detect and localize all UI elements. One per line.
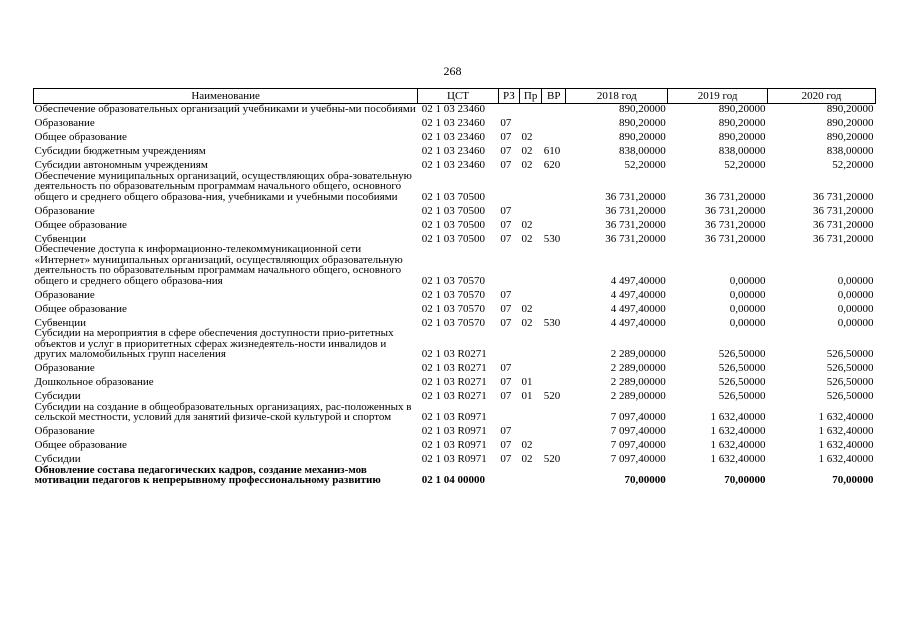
row-rz [498, 244, 519, 286]
table-row [34, 360, 876, 374]
row-2020: 0,00000 [837, 316, 874, 329]
row-name: Обновление состава педагогических кадров, создание механиз-мов мотивации педагогов к непрерывному профессиональному развитию [34, 463, 381, 486]
row-2018: 2 289,00000 [610, 376, 666, 388]
row-vr: 530 [543, 316, 561, 329]
row-cst: 02 1 03 70500 [421, 218, 485, 231]
row-2020: 890,20000 [826, 131, 874, 143]
row-name: Субвенции [34, 232, 87, 245]
row-rz [498, 104, 519, 115]
table-row [34, 328, 876, 360]
row-cst: 02 1 03 23460 [421, 131, 485, 143]
row-pr [520, 202, 542, 216]
row-cst: 02 1 03 70500 [421, 204, 485, 217]
row-name: Субсидии [34, 390, 81, 402]
row-2018: 4 497,40000 [610, 316, 666, 329]
row-2019: 1 632,40000 [710, 439, 766, 451]
row-cst: 02 1 03 R0971 [421, 425, 487, 437]
row-rz [498, 465, 519, 486]
row-rz: 07 [500, 302, 512, 315]
row-pr: 01 [521, 376, 533, 388]
row-name: Субсидии на создание в общеобразовательных организациях, рас-положенных в сельской местности, условий для занятий физиче-ской культурой и спортом [34, 400, 412, 423]
row-name: Обеспечение образовательных организаций учебниками и учебны-ми пособиями [34, 103, 416, 115]
row-2018: 36 731,20000 [605, 218, 666, 231]
row-rz [498, 171, 519, 203]
row-vr: 620 [543, 159, 561, 171]
row-name: Общее образование [34, 302, 127, 315]
row-2019: 0,00000 [729, 274, 766, 287]
header-vr: ВР [542, 89, 566, 104]
row-pr [520, 104, 542, 115]
row-cst: 02 1 03 70500 [421, 232, 485, 245]
row-rz: 07 [500, 376, 512, 388]
row-rz: 07 [500, 159, 512, 171]
page-number: 268 [443, 64, 462, 78]
row-pr [520, 360, 542, 374]
row-rz: 07 [500, 288, 512, 301]
row-name: Образование [34, 362, 95, 374]
row-vr [542, 360, 566, 374]
row-2019: 526,50000 [718, 362, 766, 374]
table-row [34, 402, 876, 423]
row-2019: 1 632,40000 [710, 411, 766, 423]
row-pr: 02 [521, 218, 533, 231]
row-2018: 7 097,40000 [610, 453, 666, 465]
table-row [34, 286, 876, 300]
row-rz: 07 [500, 145, 512, 157]
row-cst: 02 1 03 23460 [421, 159, 485, 171]
budget-table [33, 88, 876, 486]
table-row [34, 115, 876, 129]
row-2018: 52,20000 [624, 159, 666, 171]
row-rz: 07 [500, 204, 512, 217]
row-2019: 1 632,40000 [710, 453, 766, 465]
row-2019: 52,20000 [724, 159, 766, 171]
row-2020: 36 731,20000 [813, 204, 874, 217]
row-cst: 02 1 03 70570 [421, 316, 485, 329]
row-2019: 526,50000 [718, 348, 766, 360]
row-2018: 70,00000 [624, 474, 666, 486]
row-cst: 02 1 03 23460 [421, 117, 485, 129]
table-row [34, 314, 876, 328]
table-row [34, 300, 876, 314]
row-pr: 02 [521, 145, 533, 157]
row-2020: 526,50000 [826, 348, 874, 360]
row-pr [520, 171, 542, 203]
row-pr: 02 [521, 232, 533, 245]
row-2018: 838,00000 [618, 145, 666, 157]
table-row [34, 374, 876, 388]
row-name: Образование [34, 204, 95, 217]
row-vr [542, 402, 566, 423]
row-2019: 890,20000 [718, 103, 766, 115]
row-cst: 02 1 03 70570 [421, 302, 485, 315]
row-2018: 4 497,40000 [610, 302, 666, 315]
row-cst: 02 1 03 70570 [421, 274, 485, 287]
row-2019: 890,20000 [718, 117, 766, 129]
header-2018: 2018 год [566, 89, 668, 104]
row-pr: 01 [521, 390, 533, 402]
row-name: Общее образование [34, 439, 127, 451]
row-2018: 36 731,20000 [605, 190, 666, 203]
row-2020: 526,50000 [826, 376, 874, 388]
row-2019: 70,00000 [724, 474, 766, 486]
row-2018: 890,20000 [618, 131, 666, 143]
row-name: Субвенции [34, 316, 87, 329]
table-row [34, 171, 876, 203]
row-cst: 02 1 03 R0271 [421, 348, 487, 360]
row-pr: 02 [521, 439, 533, 451]
row-rz [498, 328, 519, 360]
row-name: Обеспечение муниципальных организаций, осуществляющих обра-зовательную деятельность по образовательным программам начального общего, основного общего и среднего общего образова-ния, учебниками и учебными пособиями [34, 169, 412, 203]
row-cst: 02 1 03 23460 [421, 145, 485, 157]
row-name: Субсидии [34, 453, 81, 465]
table-row [34, 104, 876, 115]
table-row [34, 451, 876, 465]
row-pr [520, 286, 542, 300]
row-pr: 02 [521, 302, 533, 315]
row-2020: 70,00000 [832, 474, 874, 486]
row-vr [542, 216, 566, 230]
table-row [34, 437, 876, 451]
table-row [34, 143, 876, 157]
row-2019: 36 731,20000 [705, 232, 766, 245]
row-2018: 36 731,20000 [605, 232, 666, 245]
row-rz: 07 [500, 218, 512, 231]
row-cst: 02 1 03 R0271 [421, 376, 487, 388]
row-cst: 02 1 03 R0971 [421, 411, 487, 423]
table-row [34, 129, 876, 143]
row-pr: 02 [521, 159, 533, 171]
table-row [34, 202, 876, 216]
row-pr [520, 328, 542, 360]
row-pr [520, 115, 542, 129]
row-2020: 1 632,40000 [818, 439, 874, 451]
header-cst: ЦСТ [418, 89, 499, 104]
table-row [34, 465, 876, 486]
row-cst: 02 1 03 70570 [421, 288, 485, 301]
header-rz: РЗ [498, 89, 519, 104]
row-vr [542, 244, 566, 286]
row-vr: 530 [543, 232, 561, 245]
row-vr [542, 286, 566, 300]
table-row [34, 216, 876, 230]
row-cst: 02 1 03 R0271 [421, 390, 487, 402]
header-name: Наименование [34, 89, 418, 104]
row-2019: 838,00000 [718, 145, 766, 157]
row-vr [542, 423, 566, 437]
row-2018: 2 289,00000 [610, 348, 666, 360]
row-2020: 526,50000 [826, 390, 874, 402]
row-rz: 07 [500, 362, 512, 374]
row-vr [542, 465, 566, 486]
row-2020: 36 731,20000 [813, 232, 874, 245]
row-2018: 4 497,40000 [610, 274, 666, 287]
table-row [34, 388, 876, 402]
row-2020: 838,00000 [826, 145, 874, 157]
row-rz: 07 [500, 439, 512, 451]
row-name: Общее образование [34, 218, 127, 231]
row-vr [542, 202, 566, 216]
row-name: Образование [34, 117, 95, 129]
row-name: Образование [34, 288, 95, 301]
row-2019: 36 731,20000 [705, 204, 766, 217]
row-name: Субсидии автономным учреждениям [34, 159, 208, 171]
row-cst: 02 1 03 23460 [421, 103, 485, 115]
row-2018: 890,20000 [618, 103, 666, 115]
header-pr: Пр [520, 89, 542, 104]
row-rz: 07 [500, 453, 512, 465]
row-2019: 526,50000 [718, 390, 766, 402]
row-name: Обеспечение доступа к информационно-телекоммуникационной сети «Интернет» муниципальных организаций, осуществляющих образовательную деятельность по образовательным программам начального общего, основного общего и среднего общего образова-ния [34, 243, 403, 287]
row-vr [542, 171, 566, 203]
row-rz: 07 [500, 117, 512, 129]
row-vr: 520 [543, 453, 561, 465]
row-pr: 02 [521, 316, 533, 329]
row-2018: 890,20000 [618, 117, 666, 129]
row-2018: 7 097,40000 [610, 439, 666, 451]
row-2019: 0,00000 [729, 316, 766, 329]
row-2019: 526,50000 [718, 376, 766, 388]
row-2019: 1 632,40000 [710, 425, 766, 437]
row-2018: 36 731,20000 [605, 204, 666, 217]
row-name: Субсидии бюджетным учреждениям [34, 145, 206, 157]
row-2019: 0,00000 [729, 288, 766, 301]
row-pr [520, 402, 542, 423]
row-vr [542, 104, 566, 115]
row-2020: 36 731,20000 [813, 218, 874, 231]
row-cst: 02 1 04 00000 [421, 474, 485, 486]
row-cst: 02 1 03 R0971 [421, 453, 487, 465]
row-2018: 2 289,00000 [610, 362, 666, 374]
row-pr [520, 465, 542, 486]
row-vr [542, 328, 566, 360]
row-vr [542, 115, 566, 129]
row-vr [542, 129, 566, 143]
table-row [34, 423, 876, 437]
row-rz: 07 [500, 232, 512, 245]
row-name: Образование [34, 425, 95, 437]
table-body [34, 104, 876, 486]
row-pr [520, 244, 542, 286]
row-2018: 7 097,40000 [610, 425, 666, 437]
row-2019: 0,00000 [729, 302, 766, 315]
row-vr [542, 300, 566, 314]
row-name: Общее образование [34, 131, 127, 143]
header-2019: 2019 год [668, 89, 768, 104]
row-2020: 1 632,40000 [818, 411, 874, 423]
row-2018: 4 497,40000 [610, 288, 666, 301]
row-rz [498, 402, 519, 423]
row-vr [542, 437, 566, 451]
row-rz: 07 [500, 425, 512, 437]
row-2020: 890,20000 [826, 117, 874, 129]
row-rz: 07 [500, 390, 512, 402]
row-rz: 07 [500, 131, 512, 143]
row-cst: 02 1 03 R0971 [421, 439, 487, 451]
row-2020: 1 632,40000 [818, 425, 874, 437]
row-2018: 2 289,00000 [610, 390, 666, 402]
row-2020: 890,20000 [826, 103, 874, 115]
table-row [34, 157, 876, 171]
row-2020: 52,20000 [832, 159, 874, 171]
row-cst: 02 1 03 R0271 [421, 362, 487, 374]
table-row [34, 244, 876, 286]
row-2019: 36 731,20000 [705, 190, 766, 203]
row-cst: 02 1 03 70500 [421, 190, 485, 203]
row-2020: 0,00000 [837, 274, 874, 287]
row-name: Дошкольное образование [34, 376, 154, 388]
row-2020: 36 731,20000 [813, 190, 874, 203]
row-2019: 890,20000 [718, 131, 766, 143]
row-2020: 1 632,40000 [818, 453, 874, 465]
row-name: Субсидии на мероприятия в сфере обеспечения доступности прио-ритетных объектов и услуг в приоритетных сферах жизнедеятель-ности инвалидов и других маломобильных групп населения [34, 327, 394, 360]
row-vr [542, 374, 566, 388]
row-2019: 36 731,20000 [705, 218, 766, 231]
row-vr: 520 [543, 390, 561, 402]
table-header [34, 89, 876, 104]
row-2020: 0,00000 [837, 288, 874, 301]
row-pr: 02 [521, 453, 533, 465]
row-2020: 0,00000 [837, 302, 874, 315]
row-pr: 02 [521, 131, 533, 143]
row-vr: 610 [543, 145, 561, 157]
table-row [34, 230, 876, 244]
row-2020: 526,50000 [826, 362, 874, 374]
row-pr [520, 423, 542, 437]
row-2018: 7 097,40000 [610, 411, 666, 423]
row-rz: 07 [500, 316, 512, 329]
header-2020: 2020 год [768, 89, 876, 104]
